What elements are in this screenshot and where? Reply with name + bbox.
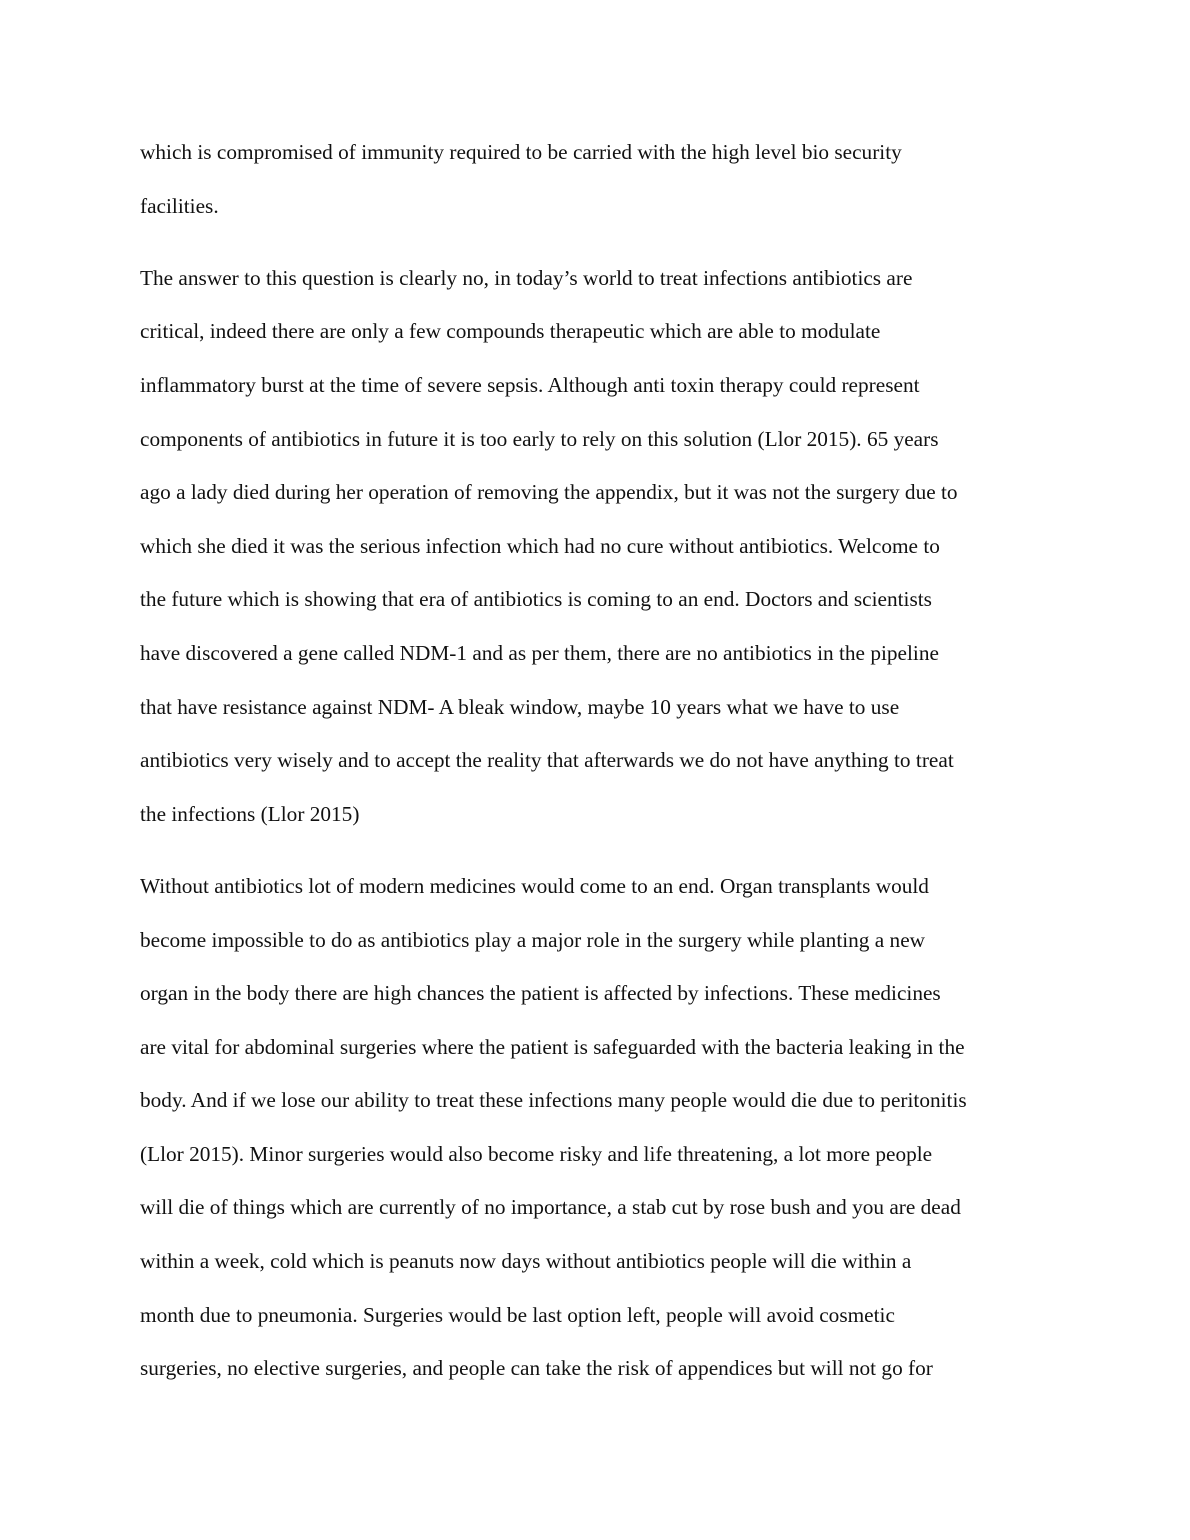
text-line: organ in the body there are high chances the patient is affected by infections. These medicines xyxy=(140,981,941,1006)
paragraph-2 xyxy=(140,252,1052,842)
text-line: inflammatory burst at the time of severe sepsis. Although anti toxin therapy could represent xyxy=(140,372,920,397)
text-line: components of antibiotics in future it is too early to rely on this solution (Llor 2015). 65 years xyxy=(140,426,939,451)
text-line: which is compromised of immunity required to be carried with the high level bio security xyxy=(140,140,902,164)
paragraph-3 xyxy=(140,860,1052,1396)
text-line: month due to pneumonia. Surgeries would be last option left, people will avoid cosmetic xyxy=(140,1302,895,1327)
text-line: ago a lady died during her operation of removing the appendix, but it was not the surgery due to xyxy=(140,480,958,505)
text-line: facilities. xyxy=(140,193,219,218)
text-line: body. And if we lose our ability to treat these infections many people would die due to peritonitis xyxy=(140,1088,967,1113)
paragraph-spacing xyxy=(140,233,1052,252)
text-line: (Llor 2015). Minor surgeries would also become risky and life threatening, a lot more people xyxy=(140,1141,933,1166)
text-line: that have resistance against NDM- A bleak window, maybe 10 years what we have to use xyxy=(140,694,900,719)
text-line: surgeries, no elective surgeries, and people can take the risk of appendices but will not go for xyxy=(140,1356,933,1381)
text-line: which she died it was the serious infection which had no cure without antibiotics. Welcome to xyxy=(140,533,940,558)
text-line: within a week, cold which is peanuts now days without antibiotics people will die within a xyxy=(140,1249,912,1274)
paragraph-spacing xyxy=(140,841,1052,860)
text-line: antibiotics very wisely and to accept the reality that afterwards we do not have anything to treat xyxy=(140,748,954,773)
paragraph-1 xyxy=(140,126,1052,233)
text-line: critical, indeed there are only a few compounds therapeutic which are able to modulate xyxy=(140,319,881,344)
text-line: the infections (Llor 2015) xyxy=(140,801,360,826)
text-line: Without antibiotics lot of modern medicines would come to an end. Organ transplants would xyxy=(140,873,929,898)
text-line: the future which is showing that era of antibiotics is coming to an end. Doctors and scientists xyxy=(140,587,932,612)
text-line: are vital for abdominal surgeries where the patient is safeguarded with the bacteria leaking in the xyxy=(140,1034,965,1059)
text-line: become impossible to do as antibiotics play a major role in the surgery while planting a new xyxy=(140,927,926,952)
document-body xyxy=(140,126,1052,1396)
text-line: have discovered a gene called NDM-1 and as per them, there are no antibiotics in the pipeline xyxy=(140,640,939,665)
text-line: will die of things which are currently of no importance, a stab cut by rose bush and you are dead xyxy=(140,1195,961,1220)
text-line: The answer to this question is clearly no, in today’s world to treat infections antibiotics are xyxy=(140,265,913,290)
